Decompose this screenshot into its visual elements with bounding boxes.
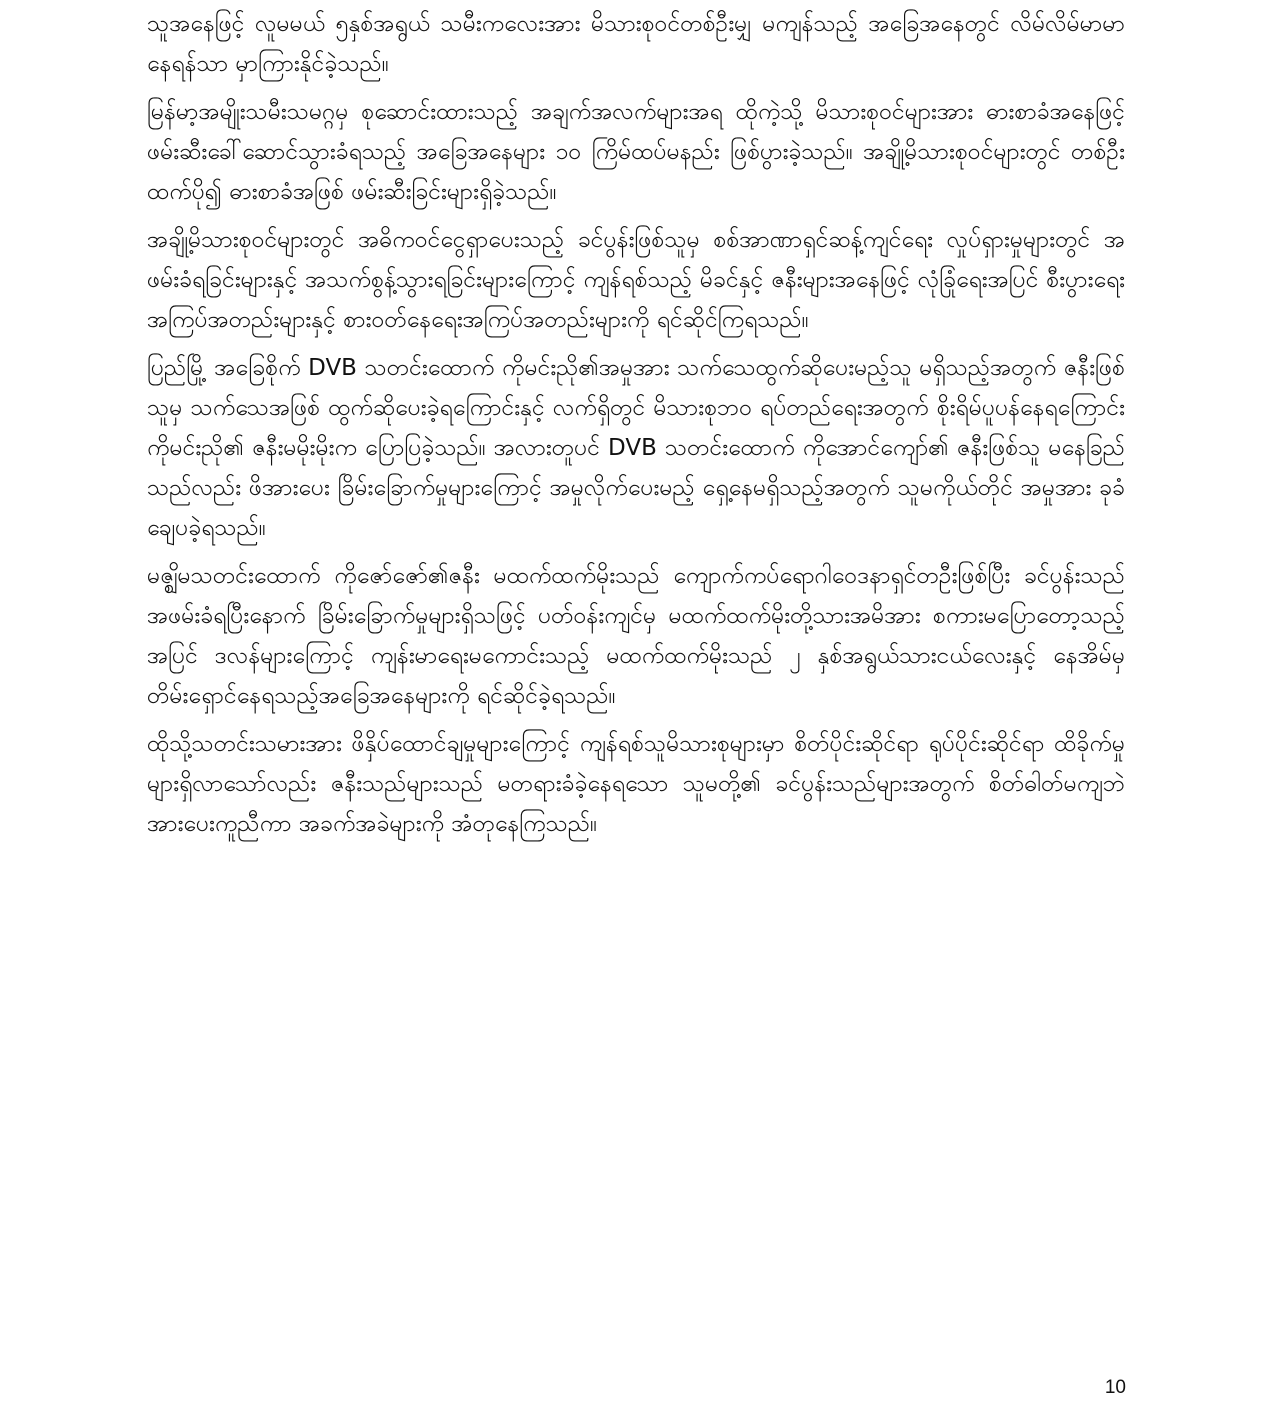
paragraph-1: သူအနေဖြင့် လူမမယ် ၅နှစ်အရွယ် သမီးကလေးအား မိသားစုဝင်တစ်ဦးမျှ မကျန်သည့် အခြေအနေတွင် လိမ်လိမ်မာမာနေရန်သာ မှာကြားနိုင်ခဲ့သည်။ [147,11,1125,77]
paragraph-5: မဇ္ဈိမသတင်းထောက် ကိုဇော်ဇော်၏ဇနီး မထက်ထက်မိုးသည် ကျောက်ကပ်ရောဂါဝေဒနာရှင်တဦးဖြစ်ပြီး ခင်ပွန်းသည် အဖမ်းခံရပြီးနောက် ခြိမ်းခြောက်မှုများရှိသဖြင့် ပတ်ဝန်းကျင်မှ မထက်ထက်မိုးတို့သားအမိအား စကားမပြောတော့သည့်အပြင် ဒလန်များကြောင့် ကျန်းမာရေးမကောင်းသည့် မထက်ထက်မိုးသည် ၂ နှစ်အရွယ်သားငယ်လေးနှင့် နေအိမ်မှ တိမ်းရှောင်နေရသည့်အခြေအနေများကို ရင်ဆိုင်ခဲ့ရသည်။ [147,563,1125,709]
page-body [147,4,1125,852]
paragraph-6: ထိုသို့သတင်းသမားအား ဖိနှိပ်ထောင်ချမှုများကြောင့် ကျန်ရစ်သူမိသားစုများမှာ စိတ်ပိုင်းဆိုင်ရာ ရုပ်ပိုင်းဆိုင်ရာ ထိခိုက်မှုများရှိလာသော်လည်း ဇနီးသည်များသည် မတရားခံခဲ့နေရသော သူမတို့၏ ခင်ပွန်းသည်များအတွက် စိတ်ဓါတ်မကျဘဲ အားပေးကူညီကာ အခက်အခဲများကို အံတုနေကြသည်။ [147,731,1125,837]
paragraph-2: မြန်မာ့အမျိုးသမီးသမဂ္ဂမှ စုဆောင်းထားသည့် အချက်အလက်များအရ ထိုကဲ့သို့ မိသားစုဝင်များအား ဓားစာခံအနေဖြင့် ဖမ်းဆီးခေါ်ဆောင်သွားခံရသည့် အခြေအနေများ ၁၀ ကြိမ်ထပ်မနည်း ဖြစ်ပွားခဲ့သည်။ အချို့မိသားစုဝင်များတွင် တစ်ဦးထက်ပို၍ ဓားစာခံအဖြစ် ဖမ်းဆီးခြင်းများရှိခဲ့သည်။ [147,99,1125,205]
paragraph-3: အချို့မိသားစုဝင်များတွင် အဓိကဝင်ငွေရှာပေးသည့် ခင်ပွန်းဖြစ်သူမှ စစ်အာဏာရှင်ဆန့်ကျင်ရေး လှုပ်ရှားမှုများတွင် အဖမ်းခံရခြင်းများနှင့် အသက်စွန့်သွားရခြင်းများကြောင့် ကျန်ရစ်သည့် မိခင်နှင့် ဇနီးများအနေဖြင့် လုံခြုံရေးအပြင် စီးပွားရေးအကြပ်အတည်းများနှင့် စားဝတ်နေရေးအကြပ်အတည်းများကို ရင်ဆိုင်ကြရသည်။ [147,227,1125,333]
paragraph-4: ပြည်မြို့ အခြေစိုက် DVB သတင်းထောက် ကိုမင်းညို၏အမှုအား သက်သေထွက်ဆိုပေးမည့်သူ မရှိသည့်အတွက် ဇနီးဖြစ်သူမှ သက်သေအဖြစ် ထွက်ဆိုပေးခဲ့ရကြောင်းနှင့် လက်ရှိတွင် မိသားစုဘဝ ရပ်တည်ရေးအတွက် စိုးရိမ်ပူပန်နေရကြောင်း ကိုမင်းညို၏ ဇနီးမမိုးမိုးက ပြောပြခဲ့သည်။ အလားတူပင် DVB သတင်းထောက် ကိုအောင်ကျော်၏ ဇနီးဖြစ်သူ မနေခြည်သည်လည်း ဖိအားပေး ခြိမ်းခြောက်မှုများကြောင့် အမှုလိုက်ပေးမည့် ရှေ့နေမရှိသည့်အတွက် သူမကိုယ်တိုင် အမှုအား ခုခံချေပခဲ့ရသည်။ [147,355,1125,541]
page-number: 10 [1104,1377,1126,1398]
